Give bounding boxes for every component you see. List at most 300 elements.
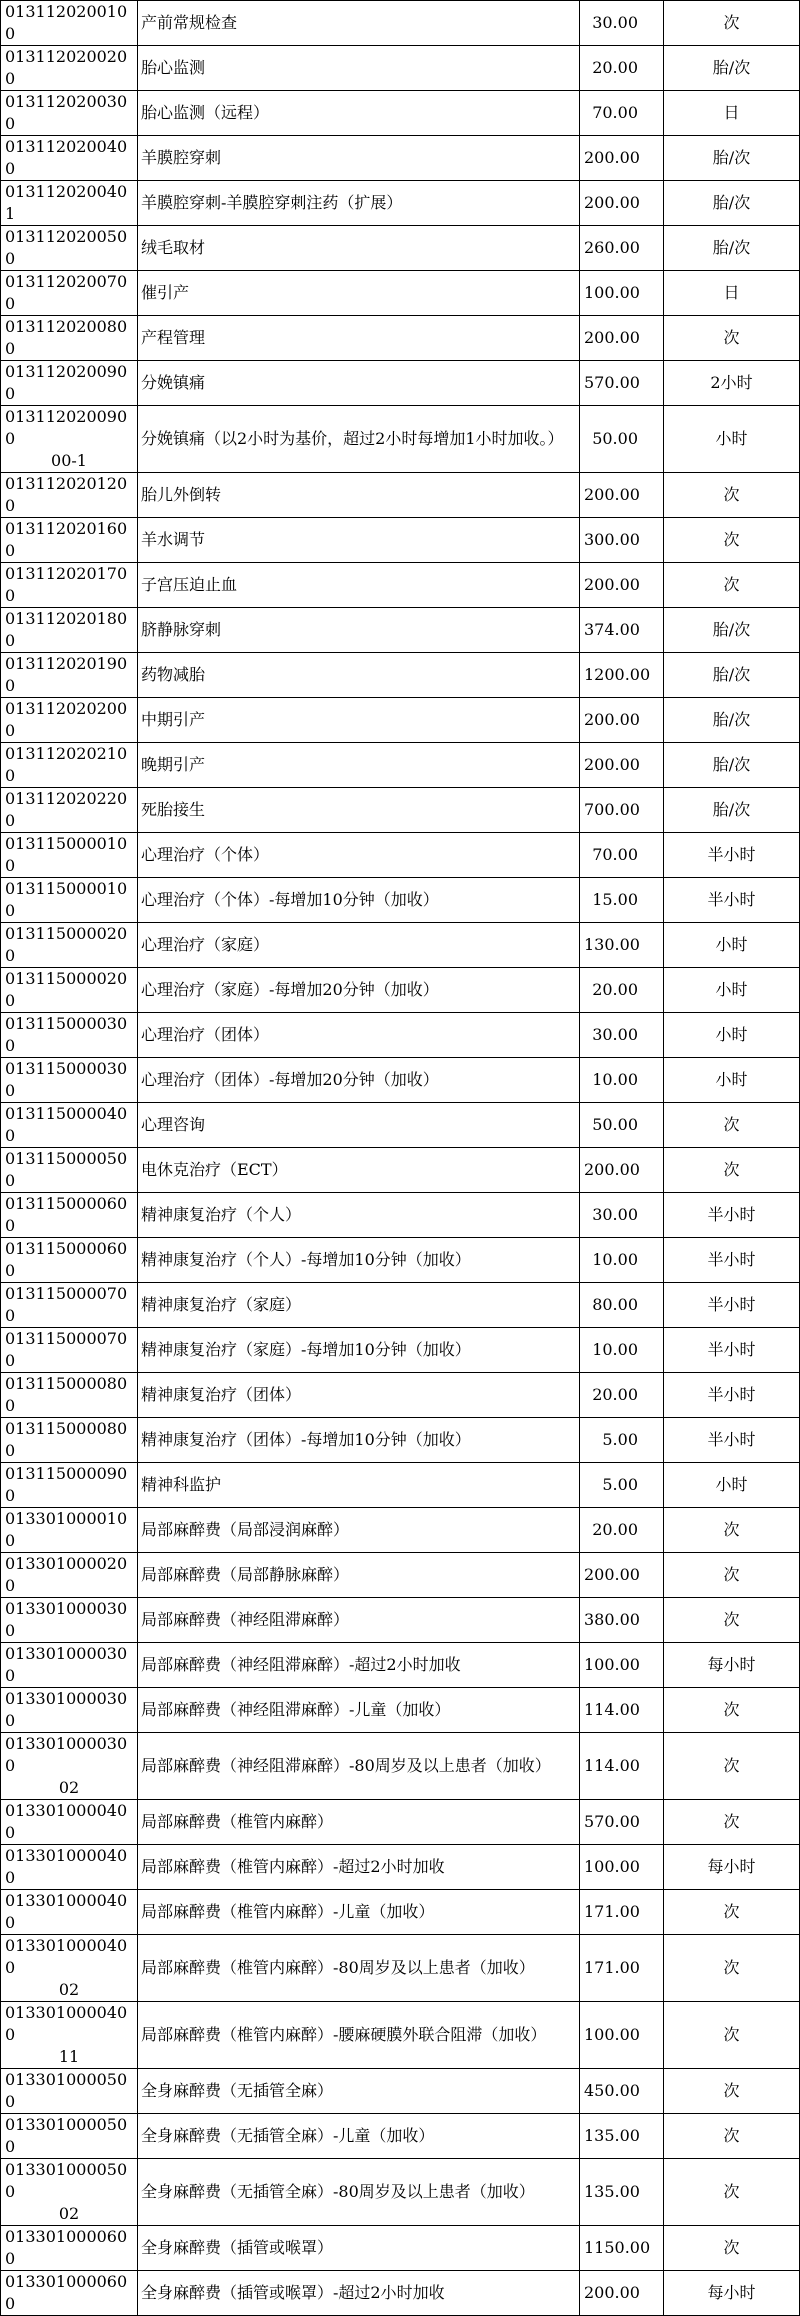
table-row xyxy=(1,91,800,136)
item-code-main: 0131120201900 xyxy=(5,654,128,695)
item-name: 局部麻醉费（局部浸润麻醉） xyxy=(138,1508,580,1553)
item-unit: 胎/次 xyxy=(664,653,800,698)
item-price: 20.00 xyxy=(580,968,664,1013)
item-price: 570.00 xyxy=(580,1800,664,1845)
table-row xyxy=(1,2002,800,2069)
item-name: 胎心监测 xyxy=(138,46,580,91)
item-price: 100.00 xyxy=(580,1845,664,1890)
item-price: 5.00 xyxy=(580,1463,664,1508)
table-row xyxy=(1,563,800,608)
table-row xyxy=(1,406,800,473)
item-code xyxy=(1,1148,138,1193)
item-code xyxy=(1,316,138,361)
item-unit: 次 xyxy=(664,1553,800,1598)
item-code xyxy=(1,1890,138,1935)
item-name: 产程管理 xyxy=(138,316,580,361)
item-code-main: 0131120200400 xyxy=(5,137,128,178)
item-name: 局部麻醉费（神经阻滞麻醉）-超过2小时加收 xyxy=(138,1643,580,1688)
table-row xyxy=(1,1935,800,2002)
item-name: 局部麻醉费（神经阻滞麻醉）-儿童（加收） xyxy=(138,1688,580,1733)
item-name: 精神康复治疗（家庭） xyxy=(138,1283,580,1328)
item-price: 200.00 xyxy=(580,473,664,518)
item-code-main: 0133010000500 xyxy=(5,2115,128,2156)
item-unit: 胎/次 xyxy=(664,226,800,271)
table-row xyxy=(1,923,800,968)
item-unit: 次 xyxy=(664,1103,800,1148)
item-code-main: 0133010000300 xyxy=(5,1734,128,1775)
item-price: 30.00 xyxy=(580,1013,664,1058)
item-code-main: 0131120200900 xyxy=(5,362,128,403)
item-code xyxy=(1,1643,138,1688)
item-unit: 胎/次 xyxy=(664,181,800,226)
item-code xyxy=(1,968,138,1013)
item-price: 50.00 xyxy=(580,406,664,473)
table-row xyxy=(1,1643,800,1688)
item-name: 局部麻醉费（椎管内麻醉）-80周岁及以上患者（加收） xyxy=(138,1935,580,2002)
item-code xyxy=(1,2159,138,2226)
item-name: 局部麻醉费（椎管内麻醉） xyxy=(138,1800,580,1845)
item-price: 171.00 xyxy=(580,1935,664,2002)
table-row xyxy=(1,1193,800,1238)
table-row xyxy=(1,518,800,563)
item-name: 羊水调节 xyxy=(138,518,580,563)
item-code xyxy=(1,1733,138,1800)
item-price: 70.00 xyxy=(580,833,664,878)
item-name: 精神康复治疗（家庭）-每增加10分钟（加收） xyxy=(138,1328,580,1373)
item-price: 15.00 xyxy=(580,878,664,923)
item-price: 100.00 xyxy=(580,271,664,316)
item-price: 200.00 xyxy=(580,316,664,361)
item-unit: 胎/次 xyxy=(664,698,800,743)
item-unit: 小时 xyxy=(664,1058,800,1103)
item-name: 全身麻醉费（插管或喉罩） xyxy=(138,2226,580,2271)
item-unit: 小时 xyxy=(664,968,800,1013)
table-row xyxy=(1,1148,800,1193)
item-name: 全身麻醉费（插管或喉罩）-超过2小时加收 xyxy=(138,2271,580,2316)
item-code xyxy=(1,1193,138,1238)
item-price: 374.00 xyxy=(580,608,664,653)
item-price: 450.00 xyxy=(580,2069,664,2114)
item-code-main: 0131120200100 xyxy=(5,2,128,43)
item-unit: 小时 xyxy=(664,1013,800,1058)
item-code-main: 0131150000800 xyxy=(5,1374,128,1415)
item-code-main: 0131150000200 xyxy=(5,924,128,965)
item-price: 100.00 xyxy=(580,2002,664,2069)
item-price: 30.00 xyxy=(580,1193,664,1238)
item-unit: 次 xyxy=(664,2114,800,2159)
item-code-suffix: 11 xyxy=(58,2047,80,2066)
item-name: 电休克治疗（ECT） xyxy=(138,1148,580,1193)
item-price: 200.00 xyxy=(580,181,664,226)
table-row xyxy=(1,1013,800,1058)
table-row xyxy=(1,788,800,833)
item-code-main: 0131120201200 xyxy=(5,474,128,515)
item-name: 局部麻醉费（椎管内麻醉）-腰麻硬膜外联合阻滞（加收） xyxy=(138,2002,580,2069)
item-code xyxy=(1,518,138,563)
item-unit: 次 xyxy=(664,1,800,46)
item-name: 局部麻醉费（局部静脉麻醉） xyxy=(138,1553,580,1598)
item-name: 中期引产 xyxy=(138,698,580,743)
item-price: 114.00 xyxy=(580,1733,664,1800)
item-code-main: 0133010000500 xyxy=(5,2070,128,2111)
item-price: 130.00 xyxy=(580,923,664,968)
item-code-suffix: 00-1 xyxy=(51,451,87,470)
item-code-main: 0131120200300 xyxy=(5,92,128,133)
item-code-main: 0133010000400 xyxy=(5,1936,128,1977)
item-unit: 日 xyxy=(664,91,800,136)
item-code xyxy=(1,923,138,968)
item-code-main: 0131120200800 xyxy=(5,317,128,358)
table-row xyxy=(1,226,800,271)
item-unit: 半小时 xyxy=(664,1283,800,1328)
item-code-main: 0131150000200 xyxy=(5,969,128,1010)
table-row xyxy=(1,1283,800,1328)
item-name: 子宫压迫止血 xyxy=(138,563,580,608)
item-unit: 次 xyxy=(664,2069,800,2114)
item-unit: 次 xyxy=(664,2002,800,2069)
table-row xyxy=(1,1508,800,1553)
item-name: 心理治疗（家庭）-每增加20分钟（加收） xyxy=(138,968,580,1013)
item-name: 全身麻醉费（无插管全麻）-80周岁及以上患者（加收） xyxy=(138,2159,580,2226)
item-name: 死胎接生 xyxy=(138,788,580,833)
item-code-main: 0133010000300 xyxy=(5,1689,128,1730)
table-row xyxy=(1,968,800,1013)
item-unit: 胎/次 xyxy=(664,136,800,181)
item-code xyxy=(1,2226,138,2271)
item-unit: 每小时 xyxy=(664,1643,800,1688)
fee-table-body xyxy=(1,1,800,2316)
item-code-main: 0133010000300 xyxy=(5,1644,128,1685)
item-name: 脐静脉穿刺 xyxy=(138,608,580,653)
item-code xyxy=(1,743,138,788)
item-unit: 次 xyxy=(664,1800,800,1845)
item-code-main: 0131150000300 xyxy=(5,1059,128,1100)
item-code-main: 0131150000600 xyxy=(5,1239,128,1280)
table-row xyxy=(1,833,800,878)
item-unit: 次 xyxy=(664,1508,800,1553)
table-row xyxy=(1,361,800,406)
table-row xyxy=(1,743,800,788)
item-code xyxy=(1,2114,138,2159)
table-row xyxy=(1,473,800,518)
item-code xyxy=(1,181,138,226)
table-row xyxy=(1,2226,800,2271)
item-price: 20.00 xyxy=(580,1373,664,1418)
item-unit: 半小时 xyxy=(664,833,800,878)
item-name: 心理治疗（团体） xyxy=(138,1013,580,1058)
item-name: 羊膜腔穿刺 xyxy=(138,136,580,181)
item-unit: 小时 xyxy=(664,406,800,473)
item-unit: 半小时 xyxy=(664,1193,800,1238)
item-unit: 半小时 xyxy=(664,1418,800,1463)
item-code xyxy=(1,1,138,46)
item-price: 10.00 xyxy=(580,1328,664,1373)
item-code xyxy=(1,1103,138,1148)
item-price: 114.00 xyxy=(580,1688,664,1733)
table-row xyxy=(1,1890,800,1935)
item-code xyxy=(1,878,138,923)
item-code xyxy=(1,226,138,271)
item-name: 心理治疗（团体）-每增加20分钟（加收） xyxy=(138,1058,580,1103)
item-code xyxy=(1,608,138,653)
table-row xyxy=(1,136,800,181)
table-row xyxy=(1,2159,800,2226)
item-unit: 日 xyxy=(664,271,800,316)
item-code-main: 0133010000400 xyxy=(5,2003,128,2044)
item-unit: 2小时 xyxy=(664,361,800,406)
item-code-main: 0131120200700 xyxy=(5,272,128,313)
item-unit: 次 xyxy=(664,2226,800,2271)
table-row xyxy=(1,1328,800,1373)
table-row xyxy=(1,1418,800,1463)
item-code-suffix: 02 xyxy=(58,1980,80,1999)
table-row xyxy=(1,2271,800,2316)
item-code xyxy=(1,1935,138,2002)
item-price: 200.00 xyxy=(580,743,664,788)
table-row xyxy=(1,1463,800,1508)
table-row xyxy=(1,698,800,743)
item-code xyxy=(1,1013,138,1058)
item-code xyxy=(1,563,138,608)
item-code-main: 0133010000400 xyxy=(5,1891,128,1932)
table-row xyxy=(1,1598,800,1643)
item-price: 200.00 xyxy=(580,563,664,608)
item-code-main: 0131120202100 xyxy=(5,744,128,785)
item-unit: 次 xyxy=(664,316,800,361)
item-code xyxy=(1,1463,138,1508)
item-code-main: 0133010000400 xyxy=(5,1801,128,1842)
item-price: 10.00 xyxy=(580,1238,664,1283)
item-code-main: 0131150000500 xyxy=(5,1149,128,1190)
item-unit: 胎/次 xyxy=(664,46,800,91)
table-row xyxy=(1,1238,800,1283)
item-unit: 次 xyxy=(664,1890,800,1935)
item-price: 200.00 xyxy=(580,1553,664,1598)
item-price: 300.00 xyxy=(580,518,664,563)
item-unit: 次 xyxy=(664,1148,800,1193)
item-code xyxy=(1,406,138,473)
item-code xyxy=(1,46,138,91)
item-name: 晚期引产 xyxy=(138,743,580,788)
item-unit: 每小时 xyxy=(664,1845,800,1890)
item-code-main: 0133010000200 xyxy=(5,1554,128,1595)
item-price: 700.00 xyxy=(580,788,664,833)
table-row xyxy=(1,1733,800,1800)
item-code xyxy=(1,1553,138,1598)
item-name: 心理咨询 xyxy=(138,1103,580,1148)
item-code xyxy=(1,2069,138,2114)
item-unit: 次 xyxy=(664,2159,800,2226)
item-code-main: 0131150000100 xyxy=(5,834,128,875)
table-row xyxy=(1,1800,800,1845)
item-code-main: 0133010000600 xyxy=(5,2272,128,2313)
item-unit: 胎/次 xyxy=(664,788,800,833)
item-unit: 次 xyxy=(664,473,800,518)
item-price: 200.00 xyxy=(580,698,664,743)
item-price: 80.00 xyxy=(580,1283,664,1328)
item-unit: 次 xyxy=(664,1935,800,2002)
item-code xyxy=(1,1845,138,1890)
item-price: 135.00 xyxy=(580,2114,664,2159)
item-price: 200.00 xyxy=(580,1148,664,1193)
item-name: 胎心监测（远程） xyxy=(138,91,580,136)
item-price: 20.00 xyxy=(580,46,664,91)
item-unit: 半小时 xyxy=(664,1328,800,1373)
item-code-main: 0131120200500 xyxy=(5,227,128,268)
item-code-main: 0131150000700 xyxy=(5,1284,128,1325)
item-price: 1200.00 xyxy=(580,653,664,698)
item-name: 心理治疗（个体）-每增加10分钟（加收） xyxy=(138,878,580,923)
table-row xyxy=(1,46,800,91)
item-unit: 次 xyxy=(664,1733,800,1800)
item-code-suffix: 02 xyxy=(58,1778,80,1797)
item-price: 570.00 xyxy=(580,361,664,406)
item-name: 胎儿外倒转 xyxy=(138,473,580,518)
item-code-main: 0131150000600 xyxy=(5,1194,128,1235)
item-price: 30.00 xyxy=(580,1,664,46)
item-unit: 小时 xyxy=(664,1463,800,1508)
item-name: 局部麻醉费（椎管内麻醉）-超过2小时加收 xyxy=(138,1845,580,1890)
item-price: 200.00 xyxy=(580,136,664,181)
item-code xyxy=(1,1373,138,1418)
item-unit: 次 xyxy=(664,563,800,608)
item-name: 药物减胎 xyxy=(138,653,580,698)
item-code-main: 0131150000300 xyxy=(5,1014,128,1055)
item-name: 精神科监护 xyxy=(138,1463,580,1508)
item-code xyxy=(1,653,138,698)
item-name: 精神康复治疗（个人）-每增加10分钟（加收） xyxy=(138,1238,580,1283)
table-row xyxy=(1,653,800,698)
item-code xyxy=(1,1283,138,1328)
item-code xyxy=(1,1800,138,1845)
table-row xyxy=(1,1,800,46)
table-row xyxy=(1,1553,800,1598)
item-code-main: 0131150000400 xyxy=(5,1104,128,1145)
item-price: 260.00 xyxy=(580,226,664,271)
item-name: 分娩镇痛（以2小时为基价，超过2小时每增加1小时加收。） xyxy=(138,406,580,473)
item-code-main: 0131150000800 xyxy=(5,1419,128,1460)
item-code xyxy=(1,1418,138,1463)
table-row xyxy=(1,1845,800,1890)
item-code xyxy=(1,833,138,878)
item-code xyxy=(1,1598,138,1643)
item-name: 心理治疗（个体） xyxy=(138,833,580,878)
item-code-main: 0131120201700 xyxy=(5,564,128,605)
item-code xyxy=(1,271,138,316)
table-row xyxy=(1,2069,800,2114)
item-name: 羊膜腔穿刺-羊膜腔穿刺注药（扩展） xyxy=(138,181,580,226)
item-code xyxy=(1,1238,138,1283)
item-code-main: 0133010000400 xyxy=(5,1846,128,1887)
item-name: 全身麻醉费（无插管全麻） xyxy=(138,2069,580,2114)
table-row xyxy=(1,608,800,653)
item-name: 精神康复治疗（个人） xyxy=(138,1193,580,1238)
item-price: 70.00 xyxy=(580,91,664,136)
item-unit: 胎/次 xyxy=(664,608,800,653)
item-unit: 小时 xyxy=(664,923,800,968)
item-name: 绒毛取材 xyxy=(138,226,580,271)
item-code xyxy=(1,698,138,743)
table-row xyxy=(1,1103,800,1148)
item-unit: 半小时 xyxy=(664,1238,800,1283)
item-unit: 每小时 xyxy=(664,2271,800,2316)
item-code xyxy=(1,361,138,406)
item-code xyxy=(1,2002,138,2069)
item-price: 200.00 xyxy=(580,2271,664,2316)
table-row xyxy=(1,1058,800,1103)
table-row xyxy=(1,316,800,361)
item-unit: 次 xyxy=(664,1598,800,1643)
item-price: 171.00 xyxy=(580,1890,664,1935)
item-unit: 半小时 xyxy=(664,1373,800,1418)
item-name: 全身麻醉费（无插管全麻）-儿童（加收） xyxy=(138,2114,580,2159)
item-code xyxy=(1,473,138,518)
item-code-main: 0131150000100 xyxy=(5,879,128,920)
item-price: 1150.00 xyxy=(580,2226,664,2271)
item-code-main: 0131150000900 xyxy=(5,1464,128,1505)
item-code-main: 0131120202200 xyxy=(5,789,128,830)
item-code xyxy=(1,1508,138,1553)
item-price: 20.00 xyxy=(580,1508,664,1553)
item-name: 局部麻醉费（神经阻滞麻醉） xyxy=(138,1598,580,1643)
item-code-main: 0133010000300 xyxy=(5,1599,128,1640)
item-code xyxy=(1,1328,138,1373)
item-code xyxy=(1,1058,138,1103)
item-code xyxy=(1,91,138,136)
item-unit: 半小时 xyxy=(664,878,800,923)
item-name: 精神康复治疗（团体） xyxy=(138,1373,580,1418)
table-row xyxy=(1,1373,800,1418)
item-price: 135.00 xyxy=(580,2159,664,2226)
item-price: 100.00 xyxy=(580,1643,664,1688)
item-code-main: 0131120200401 xyxy=(5,182,128,223)
item-price: 5.00 xyxy=(580,1418,664,1463)
item-unit: 胎/次 xyxy=(664,743,800,788)
item-name: 局部麻醉费（神经阻滞麻醉）-80周岁及以上患者（加收） xyxy=(138,1733,580,1800)
item-code-main: 0133010000600 xyxy=(5,2227,128,2268)
table-row xyxy=(1,181,800,226)
table-row xyxy=(1,2114,800,2159)
item-price: 50.00 xyxy=(580,1103,664,1148)
item-name: 心理治疗（家庭） xyxy=(138,923,580,968)
item-code-main: 0131120201800 xyxy=(5,609,128,650)
item-code xyxy=(1,2271,138,2316)
item-code-main: 0131120200200 xyxy=(5,47,128,88)
item-unit: 次 xyxy=(664,1688,800,1733)
item-code-main: 0131120201600 xyxy=(5,519,128,560)
item-price: 10.00 xyxy=(580,1058,664,1103)
item-name: 催引产 xyxy=(138,271,580,316)
table-row xyxy=(1,271,800,316)
item-code-main: 0131120202000 xyxy=(5,699,128,740)
item-code-main: 0133010000500 xyxy=(5,2160,128,2201)
item-price: 380.00 xyxy=(580,1598,664,1643)
item-code-main: 0131120200900 xyxy=(5,407,128,448)
item-name: 精神康复治疗（团体）-每增加10分钟（加收） xyxy=(138,1418,580,1463)
item-code-main: 0133010000100 xyxy=(5,1509,128,1550)
item-name: 产前常规检查 xyxy=(138,1,580,46)
table-row xyxy=(1,878,800,923)
item-unit: 次 xyxy=(664,518,800,563)
item-code xyxy=(1,788,138,833)
item-code xyxy=(1,1688,138,1733)
item-name: 局部麻醉费（椎管内麻醉）-儿童（加收） xyxy=(138,1890,580,1935)
item-code xyxy=(1,136,138,181)
item-code-main: 0131150000700 xyxy=(5,1329,128,1370)
item-code-suffix: 02 xyxy=(58,2204,80,2223)
table-row xyxy=(1,1688,800,1733)
item-name: 分娩镇痛 xyxy=(138,361,580,406)
